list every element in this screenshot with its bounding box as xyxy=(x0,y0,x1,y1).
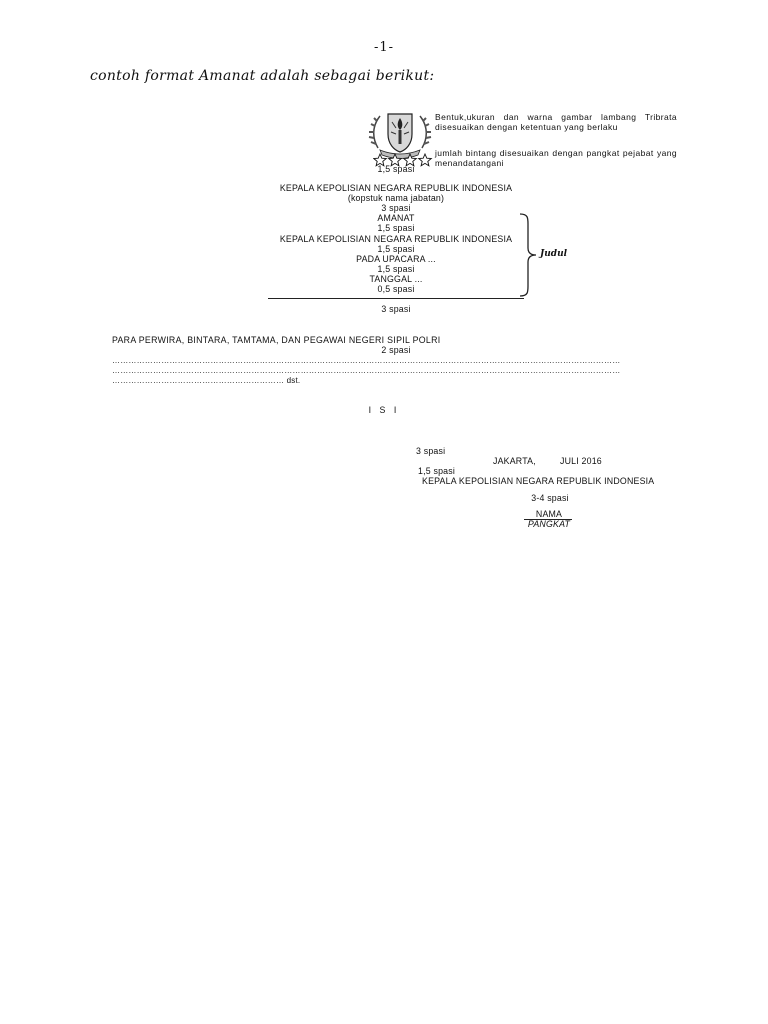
occasion-title: PADA UPACARA ... xyxy=(356,254,436,264)
spacing-label: 0,5 spasi xyxy=(377,284,415,294)
spacing-label: 1,5 spasi xyxy=(418,466,456,476)
intro-text: contoh format Amanat adalah sebagai berikut: xyxy=(90,68,435,84)
institution-title: KEPALA KEPOLISIAN NEGARA REPUBLIK INDONESIA xyxy=(279,234,513,244)
date-title: TANGGAL ... xyxy=(369,274,423,284)
kopstuk-label: (kopstuk nama jabatan) xyxy=(347,193,445,203)
amanat-title: AMANAT xyxy=(377,213,415,223)
spacing-label: 3 spasi xyxy=(381,203,411,213)
spacing-label: 1,5 spasi xyxy=(377,164,415,174)
signatory-position: KEPALA KEPOLISIAN NEGARA REPUBLIK INDONESIA xyxy=(422,476,655,486)
spacing-label: 3-4 spasi xyxy=(531,493,569,503)
spacing-label: 1,5 spasi xyxy=(377,223,415,233)
tribrata-emblem xyxy=(368,104,432,160)
spacing-label: 3 spasi xyxy=(416,446,446,456)
body-placeholder: I S I xyxy=(368,405,400,415)
spacing-label: 2 spasi xyxy=(381,345,411,355)
title-underline xyxy=(268,298,524,299)
emblem-note: Bentuk,ukuran dan warna gambar lambang Tribrata disesuaikan dengan ketentuan yang berlaku xyxy=(435,112,677,132)
signature-date: JULI 2016 xyxy=(560,456,602,466)
page-number: -1- xyxy=(373,40,395,55)
placeholder-line: …………………………………………………………………………………………………………………………………………………………………… xyxy=(112,356,621,365)
addressees: PARA PERWIRA, BINTARA, TAMTAMA, DAN PEGAWAI NEGERI SIPIL POLRI xyxy=(112,335,441,345)
spacing-label: 1,5 spasi xyxy=(377,244,415,254)
placeholder-line: …………………………………………………………………………………………………………………………………………………………………… xyxy=(112,366,621,375)
spacing-label: 3 spasi xyxy=(381,304,411,314)
institution-heading: KEPALA KEPOLISIAN NEGARA REPUBLIK INDONESIA xyxy=(279,183,513,193)
emblem-icon xyxy=(368,104,432,160)
signature-place: JAKARTA, xyxy=(493,456,536,466)
spacing-label: 1,5 spasi xyxy=(377,264,415,274)
signatory-name: NAMA xyxy=(535,509,563,519)
signatory-rank: PANGKAT xyxy=(527,519,571,529)
placeholder-line-end: ……………………………………………………… dst. xyxy=(112,376,301,385)
judul-brace xyxy=(516,212,540,298)
stars-note: jumlah bintang disesuaikan dengan pangkat pejabat yang menandatangani xyxy=(435,148,677,168)
judul-label: Judul xyxy=(540,249,568,259)
